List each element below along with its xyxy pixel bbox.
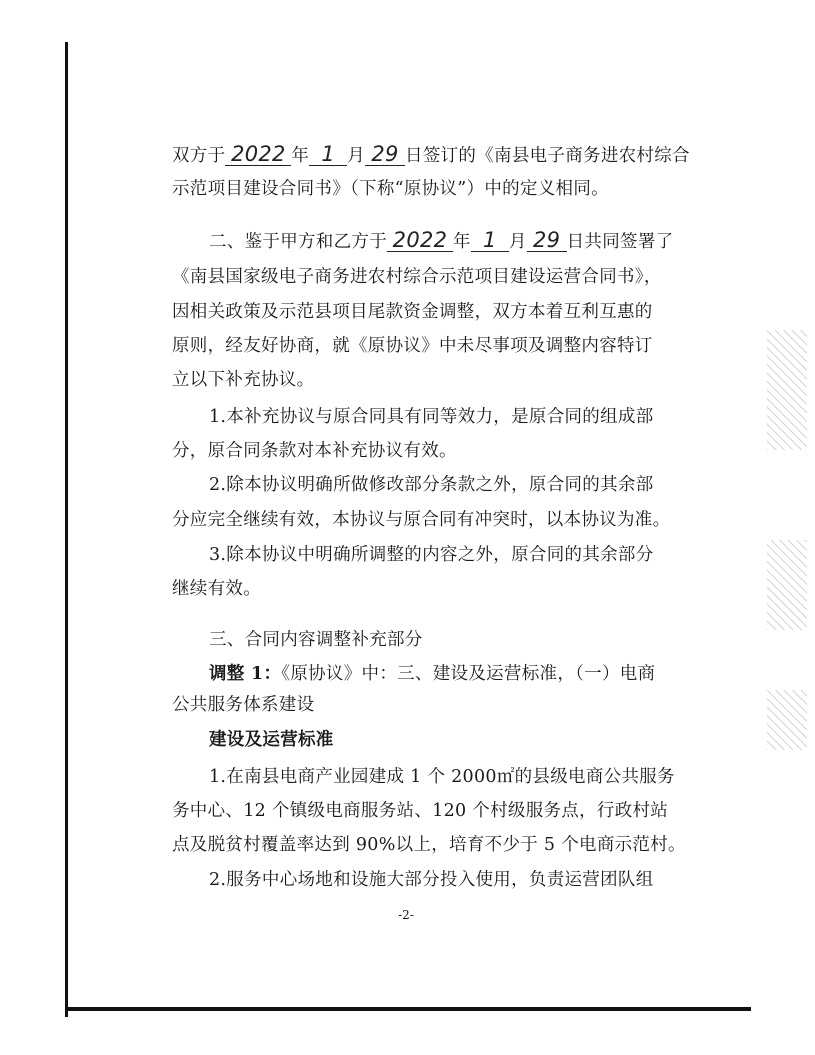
text-line: 分，原合同条款对本补充协议有效。 [172,441,457,461]
page-number: -2- [398,908,414,922]
scan-noise [767,690,807,750]
text-line: 2.除本协议明确所做修改部分条款之外，原合同的其余部 [209,475,654,495]
text-segment: 月 [508,232,527,252]
text-line: 点及脱贫村覆盖率达到 90%以上，培育不少于 5 个电商示范村。 [172,835,686,855]
text-segment: 月 [347,146,366,166]
text-segment: 双方于 [172,146,226,166]
text-line [209,227,689,257]
handwritten-year: 2022 [387,229,453,252]
text-line: 原则，经友好协商，就《原协议》中未尽事项及调整内容特订 [172,336,653,356]
text-segment: 年 [291,146,310,166]
handwritten-day: 29 [365,143,405,166]
text-segment: 《原协议》中：三、建设及运营标准，（一）电商 [281,664,656,684]
text-line [172,141,692,171]
scan-noise [767,540,807,630]
handwritten-year: 2022 [225,143,291,166]
text-segment: 日签订的《南县电子商务进农村综合 [405,146,690,166]
scan-border-left [65,42,68,1017]
text-line: 《南县国家级电子商务进农村综合示范项目建设运营合同书》， [172,267,662,287]
section-heading: 三、合同内容调整补充部分 [209,630,423,650]
text-line [209,659,689,689]
text-line: 因相关政策及示范县项目尾款资金调整，双方本着互利互惠的 [172,302,653,322]
text-line: 示范项目建设合同书》（下称“原协议”）中的定义相同。 [172,179,609,199]
text-line: 1.本补充协议与原合同具有同等效力，是原合同的组成部 [209,407,654,427]
handwritten-day: 29 [527,229,567,252]
text-line: 务中心、12 个镇级电商服务站、120 个村级服务点，行政村站 [172,801,669,821]
scan-border-bottom [65,1007,751,1011]
text-line: 1.在南县电商产业园建成 1 个 2000㎡的县级电商公共服务 [209,767,675,787]
adjustment-label: 调整 1： [209,664,282,684]
scan-noise [767,330,807,450]
text-segment: 二、鉴于甲方和乙方于 [209,232,387,252]
text-line: 立以下补充协议。 [172,370,315,390]
text-line: 3.除本协议中明确所调整的内容之外，原合同的其余部分 [209,545,654,565]
subheading: 建设及运营标准 [209,730,334,750]
text-line: 2.服务中心场地和设施大部分投入使用，负责运营团队组 [209,870,654,890]
text-segment: 日共同签署了 [566,232,674,252]
handwritten-month: 1 [471,229,509,252]
text-line: 分应完全继续有效，本协议与原合同有冲突时，以本协议为准。 [172,510,671,530]
handwritten-month: 1 [309,143,347,166]
text-line: 继续有效。 [172,579,261,599]
text-line: 公共服务体系建设 [172,695,315,715]
text-segment: 年 [453,232,471,252]
